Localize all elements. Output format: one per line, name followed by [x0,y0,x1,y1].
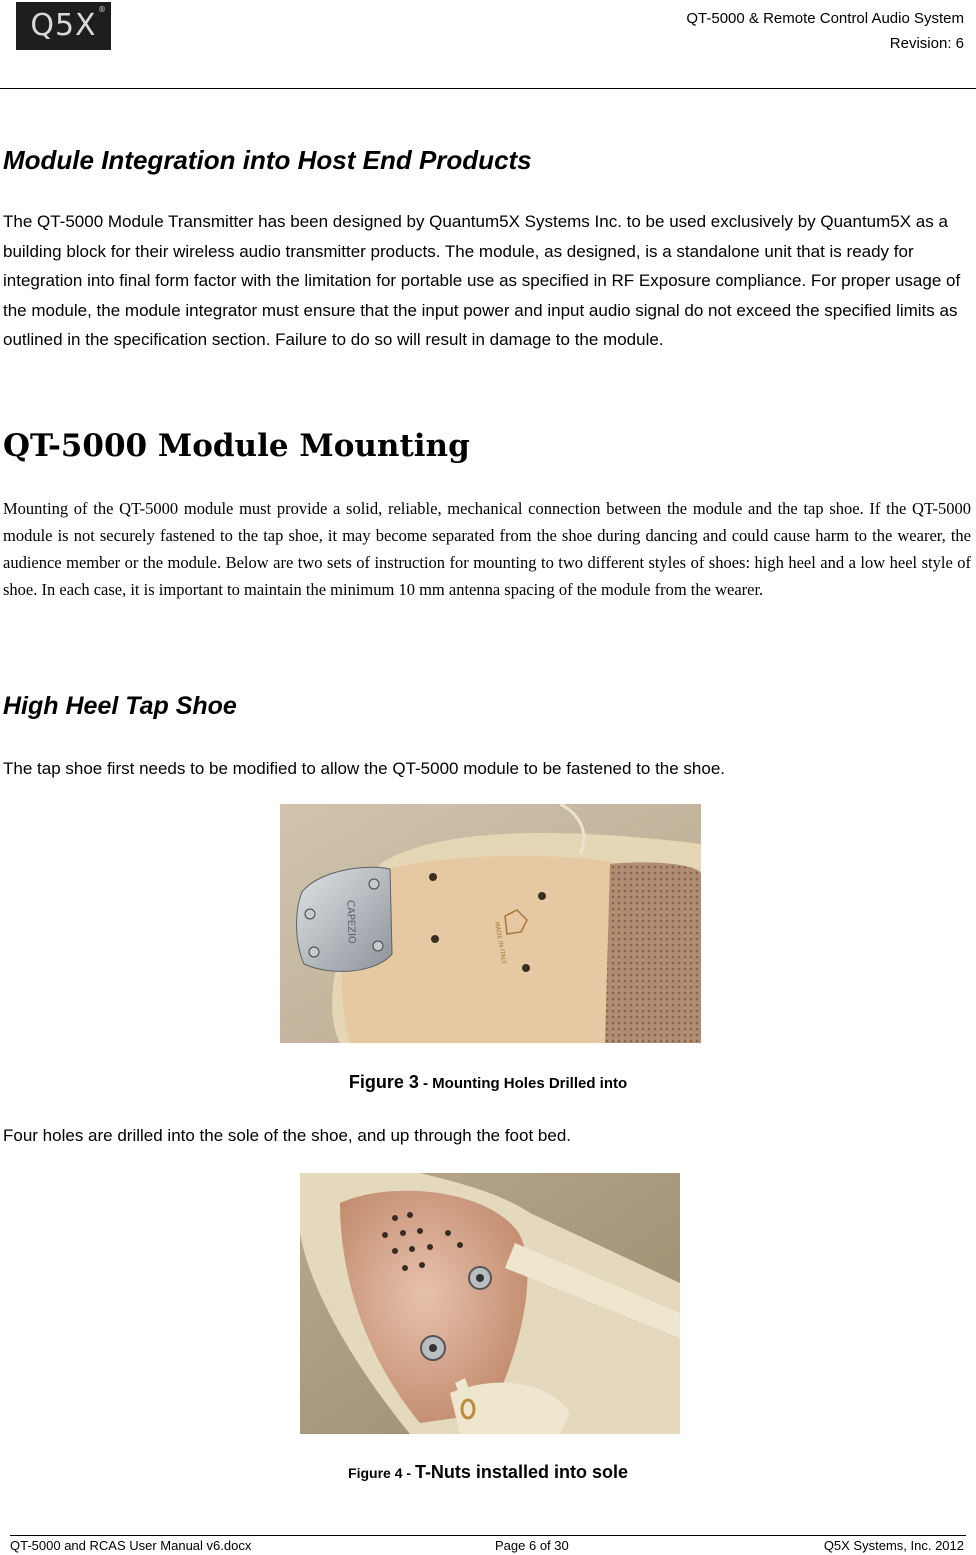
module-integration-paragraph: The QT-5000 Module Transmitter has been designed by Quantum5X Systems Inc. to be used exclusively by Quantum5X as a building block for their wireless audio transmitter products. The module, as designed, is a standalone unit that is ready for integration into final form factor with the limitation for portable use as specified in RF Exposure compliance. For proper usage of the module, the module integrator must ensure that the input power and input audio signal do not exceed the specified limits as outlined in the specification section. Failure to do so will result in damage to the module. [3,212,961,349]
header-divider [0,88,976,89]
footer-company: Q5X Systems, Inc. 2012 [823,1538,964,1553]
figure-4-caption-text: T-Nuts installed into sole [414,1462,628,1482]
section-heading-high-heel: High Heel Tap Shoe [3,692,237,720]
figure-3-sole-photo [280,804,701,1043]
registered-mark: ® [98,5,107,14]
figure-3-caption-text: - Mounting Holes Drilled into [418,1075,628,1092]
tap-plate-label: CAPEZIO [344,899,357,945]
figure-4-label: Figure 4 - [348,1465,415,1481]
high-heel-intro-paragraph: The tap shoe first needs to be modified to allow the QT-5000 module to be fastened to the shoe. [3,759,726,778]
footer-page-number: Page 6 of 30 [495,1538,569,1553]
section-heading-module-mounting: QT-5000 Module Mounting [3,428,470,464]
footer-divider [10,1535,966,1536]
logo-text: Q5X [30,8,97,43]
figure-3-label: Figure 3 [348,1072,419,1092]
figure-4-tnut-photo [300,1173,680,1434]
drilled-holes-paragraph: Four holes are drilled into the sole of the shoe, and up through the foot bed. [3,1126,571,1145]
sole-stamp: MADE IN ITALY [493,921,508,965]
figure-3-caption [0,1072,976,1093]
figure-4-caption [0,1462,976,1483]
document-title: QT-5000 & Remote Control Audio System [686,10,964,27]
q5x-logo [16,2,111,50]
footer-filename: QT-5000 and RCAS User Manual v6.docx [10,1538,252,1553]
module-mounting-paragraph: Mounting of the QT-5000 module must provide a solid, reliable, mechanical connection between the module and the tap shoe. If the QT-5000 module is not securely fastened to the tap shoe, it may become separated from the shoe during dancing and could cause harm to the wearer, the audience member or the module. Below are two sets of instruction for mounting to two different styles of shoes: high heel and a low heel style of shoe. In each case, it is important to maintain the minimum 10 mm antenna spacing of the module from the wearer. [3,499,971,599]
revision-label: Revision: 6 [889,35,964,52]
section-heading-module-integration: Module Integration into Host End Products [3,145,532,175]
